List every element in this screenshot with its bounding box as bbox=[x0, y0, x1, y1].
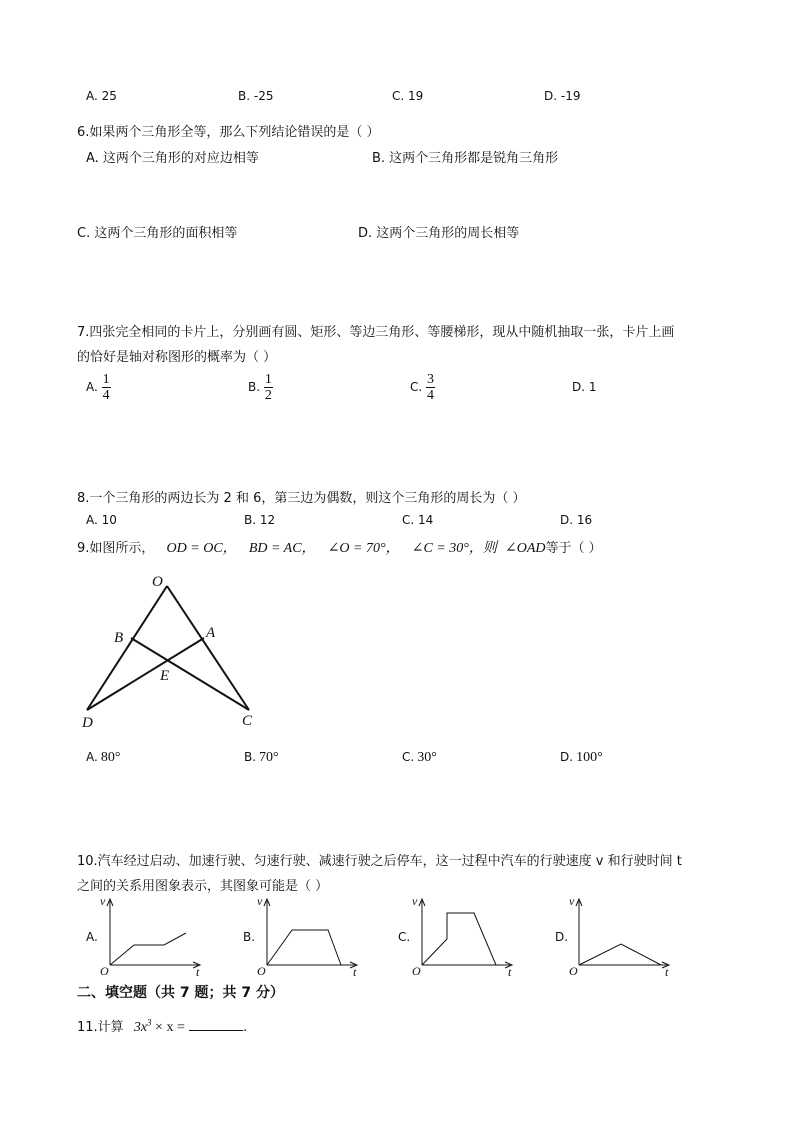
numerator: 3 bbox=[427, 372, 435, 387]
q9-stem bbox=[77, 537, 602, 557]
q9-stem-prefix: 9.如图所示， bbox=[77, 541, 155, 556]
q9-target-angle: ∠OAD bbox=[505, 541, 546, 556]
q9-option-c bbox=[402, 750, 437, 766]
q9-option-b-value: 70° bbox=[259, 750, 279, 765]
origin-label: O bbox=[412, 964, 421, 978]
q7-stem-line2: 的恰好是轴对称图形的概率为（ ） bbox=[77, 350, 277, 365]
q10-option-b-label: B. bbox=[243, 930, 256, 944]
q6-option-a: A. 这两个三角形的对应边相等 bbox=[86, 151, 259, 166]
q9-option-a bbox=[86, 750, 120, 766]
q7-option-a bbox=[86, 372, 111, 403]
q9-condition-od-oc: OD = OC， bbox=[166, 541, 237, 556]
q10-option-b-graph bbox=[255, 893, 365, 979]
origin-label: O bbox=[569, 964, 578, 978]
q11-expression bbox=[133, 1017, 185, 1035]
q7-option-c bbox=[410, 372, 435, 403]
q9-condition-angle-o: ∠O = 70°， bbox=[327, 541, 400, 556]
speed-curve bbox=[267, 930, 341, 965]
q9-option-a-label: A. bbox=[86, 750, 98, 764]
t-label: t bbox=[665, 965, 669, 979]
q10-option-c-label: C. bbox=[398, 930, 411, 944]
denominator: 4 bbox=[427, 388, 435, 403]
q10-option-a-graph bbox=[98, 893, 208, 979]
section-title-fill-in: 二、填空题（共 7 题；共 7 分） bbox=[77, 985, 284, 1001]
q11-expr-rest: × x = bbox=[151, 1020, 185, 1035]
q10-option-a-label: A. bbox=[86, 930, 98, 944]
label-b: B bbox=[114, 630, 124, 646]
q11-exponent: 3 bbox=[147, 1017, 152, 1028]
q10-option-c-graph bbox=[410, 893, 520, 979]
q9-option-d-value: 100° bbox=[576, 750, 603, 765]
q5-option-c: C. 19 bbox=[392, 89, 424, 103]
q8-option-c: C. 14 bbox=[402, 513, 434, 527]
q7-option-b-label: B. bbox=[248, 380, 261, 394]
q8-option-d: D. 16 bbox=[560, 513, 593, 527]
q7-option-d bbox=[572, 380, 597, 394]
t-label: t bbox=[353, 965, 357, 979]
label-a: A bbox=[206, 625, 216, 641]
q7-option-a-fraction bbox=[102, 372, 111, 403]
q8-stem: 8.一个三角形的两边长为 2 和 6，第三边为偶数，则这个三角形的周长为（ ） bbox=[77, 491, 526, 506]
q5-option-d: D. -19 bbox=[544, 89, 581, 103]
q8-option-a: A. 10 bbox=[86, 513, 117, 527]
speed-curve bbox=[579, 944, 661, 965]
q10-stem-line2: 之间的关系用图象表示，其图象可能是（ ） bbox=[77, 879, 329, 894]
origin-label: O bbox=[100, 964, 109, 978]
q7-stem-line1: 7.四张完全相同的卡片上，分别画有圆、矩形、等边三角形、等腰梯形，现从中随机抽取一张，卡片上画 bbox=[77, 325, 675, 340]
numerator: 1 bbox=[264, 372, 272, 387]
q11-suffix: . bbox=[242, 1020, 248, 1035]
q9-option-a-value: 80° bbox=[100, 750, 121, 765]
label-c: C bbox=[242, 713, 253, 729]
v-label: v bbox=[569, 894, 575, 908]
q5-option-a: A. 25 bbox=[86, 89, 117, 103]
speed-curve bbox=[110, 933, 186, 965]
q7-option-b bbox=[248, 372, 273, 403]
q9-option-d bbox=[560, 750, 603, 766]
q5-option-b: B. -25 bbox=[238, 89, 274, 103]
q9-triangle-figure bbox=[72, 566, 272, 736]
q9-option-b bbox=[244, 750, 279, 766]
q7-option-c-fraction bbox=[426, 372, 435, 403]
q11-prefix: 11.计算 bbox=[77, 1020, 124, 1035]
label-d: D bbox=[82, 715, 93, 731]
q6-option-c: C. 这两个三角形的面积相等 bbox=[77, 226, 238, 241]
q7-option-d-label: D. bbox=[572, 380, 586, 394]
origin-label: O bbox=[257, 964, 266, 978]
q10-stem-line1: 10.汽车经过启动、加速行驶、匀速行驶、减速行驶之后停车，这一过程中汽车的行驶速度 v 和行驶时间 t bbox=[77, 854, 682, 869]
t-label: t bbox=[196, 965, 200, 979]
q9-condition-angle-c: ∠C = 30°，则 bbox=[411, 541, 497, 556]
q6-option-b: B. 这两个三角形都是锐角三角形 bbox=[372, 151, 559, 166]
q7-option-d-value: 1 bbox=[588, 380, 597, 394]
label-e: E bbox=[160, 668, 170, 684]
q11-expr-base: 3x bbox=[133, 1020, 148, 1035]
q7-option-c-label: C. bbox=[410, 380, 423, 394]
segment-ad bbox=[87, 638, 204, 710]
q9-option-b-label: B. bbox=[244, 750, 257, 764]
q9-stem-suffix: 等于（ ） bbox=[545, 541, 602, 556]
q11-stem bbox=[77, 1016, 247, 1036]
q8-option-b: B. 12 bbox=[244, 513, 276, 527]
v-label: v bbox=[412, 894, 418, 908]
t-label: t bbox=[508, 965, 512, 979]
q10-option-d-graph bbox=[567, 893, 677, 979]
q11-answer-blank[interactable] bbox=[189, 1018, 243, 1031]
denominator: 2 bbox=[264, 388, 272, 403]
segment-bc bbox=[131, 638, 249, 710]
label-o: O bbox=[152, 574, 163, 590]
q9-option-d-label: D. bbox=[560, 750, 574, 764]
denominator: 4 bbox=[102, 388, 110, 403]
q9-option-c-value: 30° bbox=[417, 750, 437, 765]
segment-od bbox=[87, 586, 170, 710]
q7-option-b-fraction bbox=[264, 372, 273, 403]
q9-condition-bd-ac: BD = AC， bbox=[248, 541, 316, 556]
speed-curve bbox=[422, 913, 496, 965]
v-label: v bbox=[100, 894, 106, 908]
v-label: v bbox=[257, 894, 263, 908]
q10-option-d-label: D. bbox=[555, 930, 569, 944]
q7-option-a-label: A. bbox=[86, 380, 98, 394]
q6-stem: 6.如果两个三角形全等，那么下列结论错误的是（ ） bbox=[77, 125, 380, 140]
q6-option-d: D. 这两个三角形的周长相等 bbox=[358, 226, 520, 241]
q9-option-c-label: C. bbox=[402, 750, 415, 764]
segment-oc bbox=[167, 586, 249, 710]
numerator: 1 bbox=[102, 372, 110, 387]
